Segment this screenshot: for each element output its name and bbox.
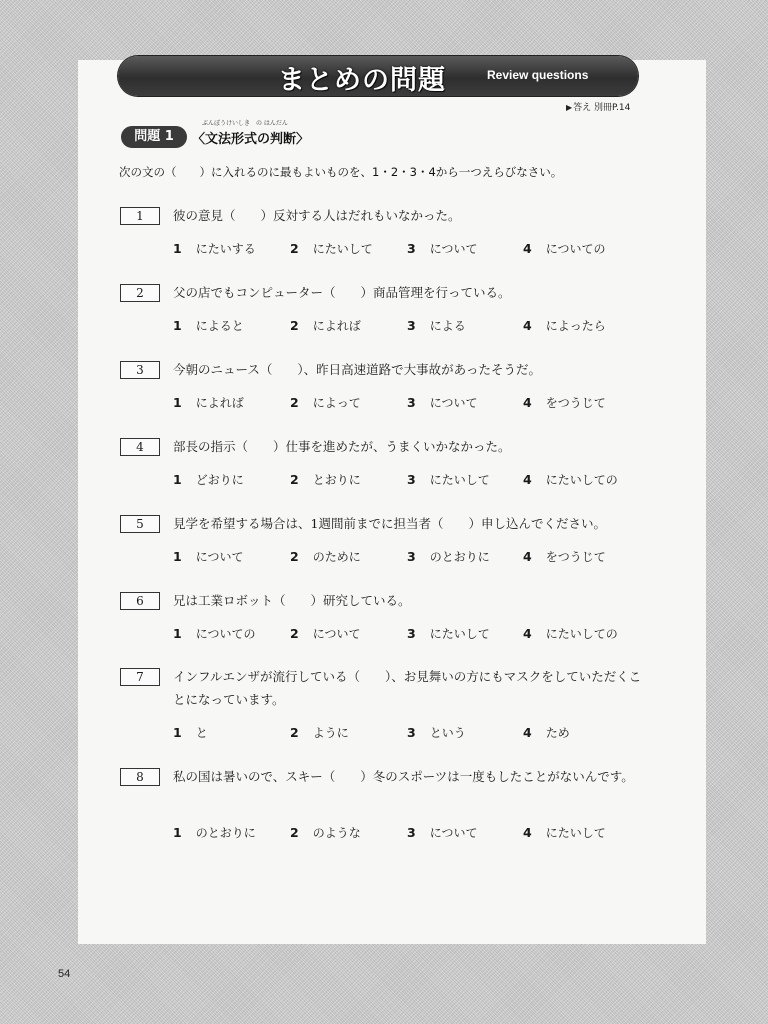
answer-option[interactable] (523, 625, 618, 642)
option-number: 2 (290, 472, 299, 487)
option-text: にたいして (429, 473, 490, 487)
option-number: 3 (407, 549, 416, 564)
option-number: 1 (173, 241, 182, 256)
question-number-box: 3 (120, 361, 160, 379)
option-number: 3 (407, 626, 416, 641)
option-number: 3 (407, 472, 416, 487)
option-text: にたいしての (545, 473, 618, 487)
question-text: 彼の意見（ ）反対する人はだれもいなかった。 (173, 208, 461, 223)
option-text: という (429, 726, 466, 740)
answer-option[interactable] (407, 548, 490, 565)
answer-reference (566, 100, 630, 113)
answer-option[interactable] (523, 724, 570, 741)
option-number: 1 (173, 395, 182, 410)
answer-option[interactable] (290, 625, 360, 642)
option-text: によったら (545, 319, 606, 333)
option-number: 1 (173, 549, 182, 564)
answer-option[interactable] (523, 317, 606, 334)
answer-option[interactable] (173, 240, 256, 257)
option-text: にたいして (545, 826, 606, 840)
answer-option[interactable] (290, 317, 361, 334)
answer-option[interactable] (407, 240, 477, 257)
option-text: と (195, 726, 208, 740)
answer-option[interactable] (407, 317, 466, 334)
option-number: 1 (173, 626, 182, 641)
worksheet-sheet (78, 60, 706, 944)
option-number: 2 (290, 626, 299, 641)
option-text: にたいしての (545, 627, 618, 641)
option-number: 2 (290, 725, 299, 740)
option-number: 3 (407, 318, 416, 333)
question-number-box: 5 (120, 515, 160, 533)
option-text: にたいして (312, 242, 373, 256)
option-number: 2 (290, 549, 299, 564)
option-text: にたいして (429, 627, 490, 641)
option-text: について (195, 550, 244, 564)
instruction-text: 次の文の（ ）に入れるのに最もよいものを、1・2・3・4から一つえらびなさい。 (119, 165, 563, 179)
option-number: 3 (407, 825, 416, 840)
answer-option[interactable] (173, 471, 244, 488)
option-text: についての (545, 242, 606, 256)
answer-option[interactable] (290, 724, 349, 741)
section-title-reading: ぶんぽうけいしき の はんだん (202, 120, 288, 127)
option-number: 1 (173, 472, 182, 487)
option-text: によれば (195, 396, 244, 410)
option-text: ように (312, 726, 349, 740)
option-text: のとおりに (429, 550, 490, 564)
option-number: 2 (290, 318, 299, 333)
option-text: について (429, 826, 478, 840)
answer-option[interactable] (407, 625, 490, 642)
option-number: 2 (290, 241, 299, 256)
answer-option[interactable] (407, 471, 490, 488)
option-text: ため (545, 726, 570, 740)
answer-option[interactable] (173, 724, 208, 741)
question-number-box: 2 (120, 284, 160, 302)
question-text: 部長の指示（ ）仕事を進めたが、うまくいかなかった。 (173, 439, 511, 454)
question-number-box: 6 (120, 592, 160, 610)
option-text: についての (195, 627, 256, 641)
option-number: 2 (290, 395, 299, 410)
answer-option[interactable] (290, 471, 361, 488)
answer-option[interactable] (523, 240, 605, 257)
question-number-box: 8 (120, 768, 160, 786)
option-text: によると (195, 319, 244, 333)
option-number: 4 (523, 241, 532, 256)
section-badge: 問題 1 (121, 126, 187, 148)
option-number: 4 (523, 549, 532, 564)
section-title: 〈文法形式の判断〉 (192, 132, 310, 147)
option-text: のような (312, 826, 361, 840)
option-text: のために (312, 550, 361, 564)
answer-option[interactable] (290, 240, 373, 257)
option-number: 1 (173, 318, 182, 333)
answer-option[interactable] (407, 824, 477, 841)
answer-option[interactable] (173, 394, 244, 411)
answer-option[interactable] (173, 548, 243, 565)
option-text: について (312, 627, 361, 641)
answer-option[interactable] (407, 394, 477, 411)
question-number-box: 1 (120, 207, 160, 225)
answer-option[interactable] (173, 824, 256, 841)
answer-option[interactable] (290, 394, 361, 411)
option-number: 3 (407, 395, 416, 410)
option-number: 3 (407, 241, 416, 256)
option-text: どおりに (195, 473, 244, 487)
option-text: について (429, 396, 478, 410)
option-text: とおりに (312, 473, 361, 487)
option-number: 4 (523, 395, 532, 410)
page-subtitle: Review questions (487, 68, 589, 82)
question-text: 私の国は暑いので、スキー（ ）冬のスポーツは一度もしたことがないんです。 (173, 769, 634, 784)
answer-option[interactable] (290, 824, 361, 841)
option-number: 4 (523, 825, 532, 840)
option-text: によれば (312, 319, 361, 333)
question-text: 見学を希望する場合は、1週間前までに担当者（ ）申し込んでください。 (173, 516, 606, 531)
question-text: 父の店でもコンピューター（ ）商品管理を行っている。 (173, 285, 511, 300)
page-number: 54 (58, 968, 71, 980)
option-text: について (429, 242, 478, 256)
option-text: によって (312, 396, 361, 410)
option-number: 4 (523, 725, 532, 740)
option-number: 4 (523, 472, 532, 487)
option-text: をつうじて (545, 550, 606, 564)
answer-reference-text: 答え 別冊P.14 (573, 103, 631, 113)
option-number: 2 (290, 825, 299, 840)
option-number: 3 (407, 725, 416, 740)
answer-option[interactable] (523, 471, 618, 488)
option-number: 1 (173, 825, 182, 840)
answer-option[interactable] (523, 394, 606, 411)
answer-option[interactable] (290, 548, 361, 565)
option-number: 4 (523, 626, 532, 641)
question-text: 兄は工業ロボット（ ）研究している。 (173, 593, 411, 608)
question-number-box: 4 (120, 438, 160, 456)
option-text: による (429, 319, 466, 333)
option-text: にたいする (195, 242, 256, 256)
triangle-right-icon: ▶ (566, 103, 573, 112)
question-number-box: 7 (120, 668, 160, 686)
option-number: 1 (173, 725, 182, 740)
answer-option[interactable] (523, 548, 606, 565)
answer-option[interactable] (407, 724, 466, 741)
answer-option[interactable] (173, 317, 244, 334)
option-number: 4 (523, 318, 532, 333)
answer-option[interactable] (173, 625, 255, 642)
question-text: インフルエンザが流行している（ ）、お見舞いの方にもマスクをしていただくことになっています。 (173, 669, 642, 707)
page-title: まとめの問題 (278, 65, 446, 96)
option-text: のとおりに (195, 826, 256, 840)
option-text: をつうじて (545, 396, 606, 410)
answer-option[interactable] (523, 824, 606, 841)
question-text: 今朝のニュース（ ）、昨日高速道路で大事故があったそうだ。 (173, 362, 542, 377)
